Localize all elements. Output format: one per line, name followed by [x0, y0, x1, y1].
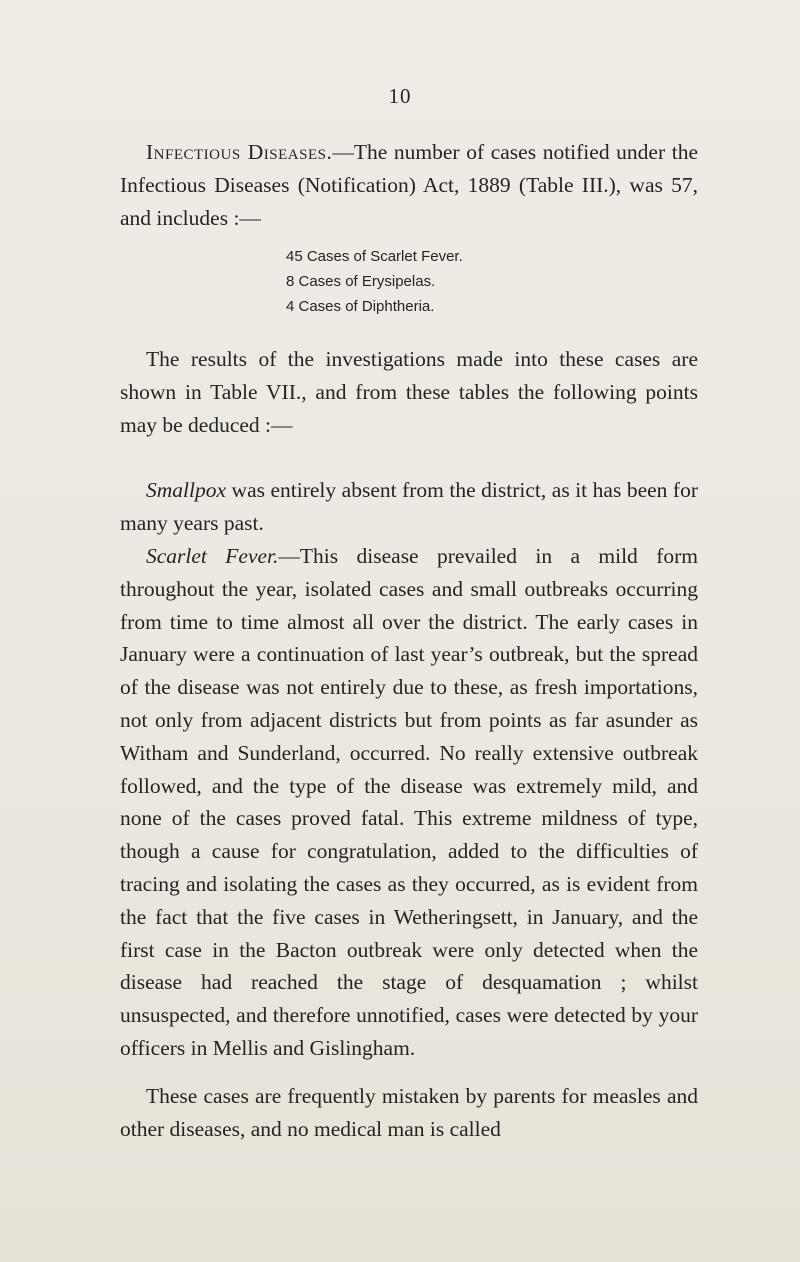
intro-paragraph — [120, 136, 698, 234]
final-paragraph — [120, 1080, 698, 1146]
scarlet-fever-paragraph — [120, 540, 698, 1065]
page-number: 10 — [388, 84, 412, 108]
smallpox-text: was entirely absent from the district, as it has been for many years past. — [120, 478, 698, 535]
list-item: 4 Cases of Diphtheria. — [286, 298, 435, 315]
scarlet-fever-text: —This disease prevailed in a mild form throughout the year, isolated cases and small outbreaks occurring from time to time almost all over the district. The early cases in January were a continuation of last year’s outbreak, but the spread of the disease was not entirely due to these, as fresh importations, not only from adjacent districts but from points as far asunder as Witham and Sunderland, occurred. No really extensive outbreak followed, and the type of the disease was extremely mild, and none of the cases proved fatal. This extreme mildness of type, though a cause for congratulation, added to the difficulties of tracing and isolating the cases as they occurred, as is evident from the fact that the five cases in Wetheringsett, in January, and the first case in the Bacton outbreak were only detected when the disease had reached the stage of desquamation ; whilst unsuspected, and therefore unnotified, cases were detected by your officers in Mellis and Gislingham. — [120, 544, 698, 1060]
list-item: 45 Cases of Scarlet Fever. — [286, 248, 463, 265]
scarlet-fever-term: Scarlet Fever. — [146, 544, 279, 568]
section-heading: Infectious Diseases. — [146, 140, 333, 164]
final-text: These cases are frequently mistaken by parents for measles and other diseases, and no medical man is called — [120, 1084, 698, 1141]
intro-text: —The number of cases notified under the Infectious Diseases (Notification) Act, 1889 (Table III.), was 57, and includes :— — [120, 140, 699, 230]
results-text: The results of the investigations made into these cases are shown in Table VII., and from these tables the following points may be deduced :— — [120, 347, 698, 437]
smallpox-paragraph — [120, 474, 698, 540]
smallpox-term: Smallpox — [146, 478, 227, 502]
cases-list — [286, 244, 586, 319]
results-paragraph — [120, 343, 698, 441]
list-item: 8 Cases of Erysipelas. — [286, 273, 436, 290]
